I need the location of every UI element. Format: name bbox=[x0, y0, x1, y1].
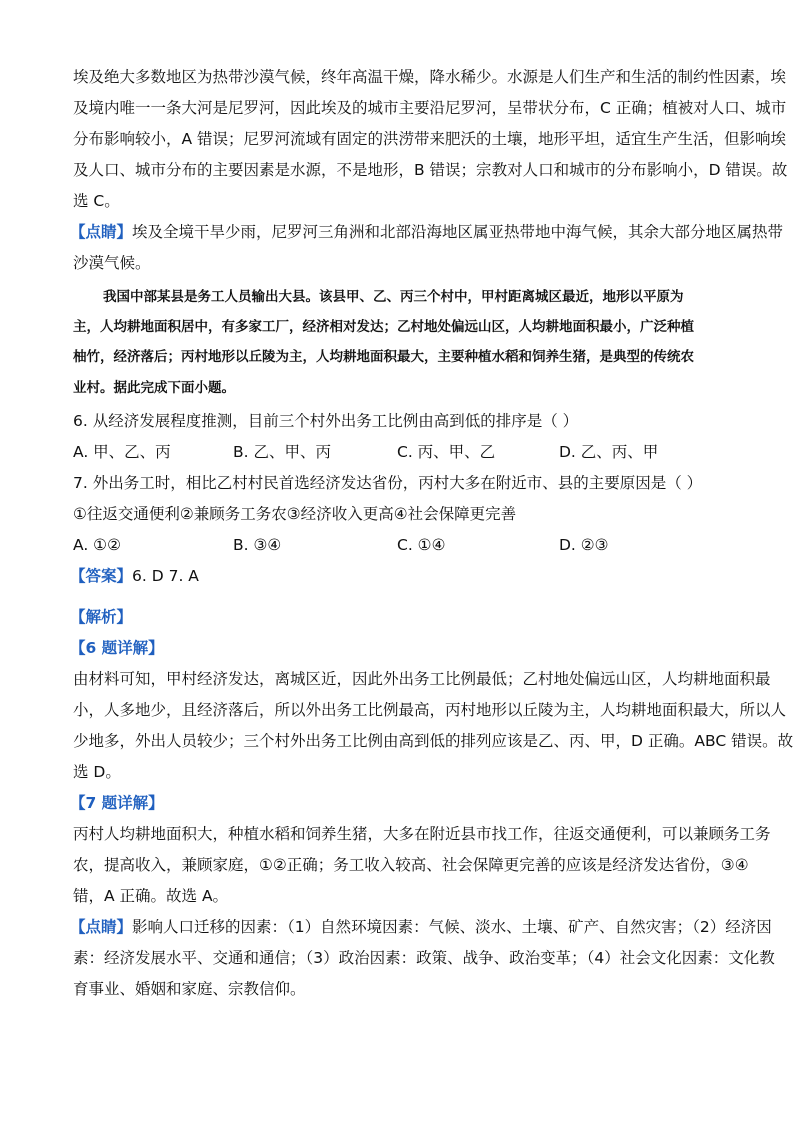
question-7-option-a: A. ①② bbox=[73, 536, 121, 554]
final-note-line: 育事业、婚姻和家庭、宗教信仰。 bbox=[73, 980, 306, 998]
detail-6-line: 由材料可知，甲村经济发达，离城区近，因此外出务工比例最低；乙村地处偏远山区，人均耕地面积最 bbox=[73, 670, 771, 688]
question-6-option-c: C. 丙、甲、乙 bbox=[397, 443, 496, 461]
detail-6-tag: 【6 题详解】 bbox=[70, 639, 164, 657]
analysis-tag: 【解析】 bbox=[70, 608, 133, 626]
material-line: 业村。据此完成下面小题。 bbox=[73, 380, 235, 396]
note-line: 沙漠气候。 bbox=[73, 254, 151, 272]
note-text: 埃及全境干旱少雨，尼罗河三角洲和北部沿海地区属亚热带地中海气候，其余大部分地区属热带 bbox=[132, 223, 784, 241]
paragraph-line: 选 C。 bbox=[73, 192, 120, 210]
question-7-option-b: B. ③④ bbox=[233, 536, 282, 554]
answer-line bbox=[70, 566, 199, 586]
paragraph-line: 埃及绝大多数地区为热带沙漠气候，终年高温干燥，降水稀少。水源是人们生产和生活的制约性因素，埃 bbox=[73, 68, 787, 86]
paragraph-line: 及境内唯一一条大河是尼罗河，因此埃及的城市主要沿尼罗河，呈带状分布，C 正确；植被对人口、城市 bbox=[73, 99, 787, 117]
detail-7-line: 错，A 正确。故选 A。 bbox=[73, 887, 229, 905]
final-note-line: 素：经济发展水平、交通和通信；（3）政治因素：政策、战争、政治变革；（4）社会文化因素：文化教 bbox=[73, 949, 775, 967]
detail-7-tag: 【7 题详解】 bbox=[70, 794, 164, 812]
detail-7-line: 农，提高收入，兼顾家庭，①②正确；务工收入较高、社会保障更完善的应该是经济发达省份，③④ bbox=[73, 856, 749, 874]
question-7-items: ①往返交通便利②兼顾务工务农③经济收入更高④社会保障更完善 bbox=[73, 505, 517, 523]
material-line: 柚竹，经济落后；丙村地形以丘陵为主，人均耕地面积最大，主要种植水稻和饲养生猪，是典型的传统农 bbox=[73, 349, 694, 365]
material-line: 我国中部某县是务工人员输出大县。该县甲、乙、丙三个村中，甲村距离城区最近，地形以平原为 bbox=[103, 289, 684, 305]
final-note-tag: 【点睛】 bbox=[70, 918, 133, 936]
question-7-stem: 7. 外出务工时，相比乙村村民首选经济发达省份，丙村大多在附近市、县的主要原因是（ ） bbox=[73, 474, 703, 492]
final-note-text: 影响人口迁移的因素：（1）自然环境因素：气候、淡水、土壤、矿产、自然灾害；（2）经济因 bbox=[132, 918, 772, 936]
material-line: 主，人均耕地面积居中，有多家工厂，经济相对发达；乙村地处偏远山区，人均耕地面积最小，广泛种植 bbox=[73, 319, 694, 335]
final-note-line bbox=[70, 917, 772, 937]
answer-text: 6. D 7. A bbox=[132, 567, 199, 585]
paragraph-line: 分布影响较小，A 错误；尼罗河流域有固定的洪涝带来肥沃的土壤，地形平坦，适宜生产生活，但影响埃 bbox=[73, 130, 787, 148]
detail-6-line: 选 D。 bbox=[73, 763, 121, 781]
note-tag: 【点睛】 bbox=[70, 223, 133, 241]
note-line bbox=[70, 222, 783, 242]
question-6-option-b: B. 乙、甲、丙 bbox=[233, 443, 331, 461]
question-6-option-d: D. 乙、丙、甲 bbox=[559, 443, 659, 461]
paragraph-line: 及人口、城市分布的主要因素是水源，不是地形，B 错误；宗教对人口和城市的分布影响小，D 错误。故 bbox=[73, 161, 788, 179]
question-7-option-d: D. ②③ bbox=[559, 536, 609, 554]
question-6-option-a: A. 甲、乙、丙 bbox=[73, 443, 171, 461]
question-7-option-c: C. ①④ bbox=[397, 536, 446, 554]
detail-7-line: 丙村人均耕地面积大，种植水稻和饲养生猪，大多在附近县市找工作，往返交通便利，可以兼顾务工务 bbox=[73, 825, 771, 843]
question-6-stem: 6. 从经济发展程度推测，目前三个村外出务工比例由高到低的排序是（ ） bbox=[73, 412, 579, 430]
detail-6-line: 少地多，外出人员较少；三个村外出务工比例由高到低的排列应该是乙、丙、甲，D 正确。ABC 错误。故 bbox=[73, 732, 794, 750]
answer-tag: 【答案】 bbox=[70, 567, 133, 585]
detail-6-line: 小，人多地少，且经济落后，所以外出务工比例最高，丙村地形以丘陵为主，人均耕地面积最大，所以人 bbox=[73, 701, 787, 719]
